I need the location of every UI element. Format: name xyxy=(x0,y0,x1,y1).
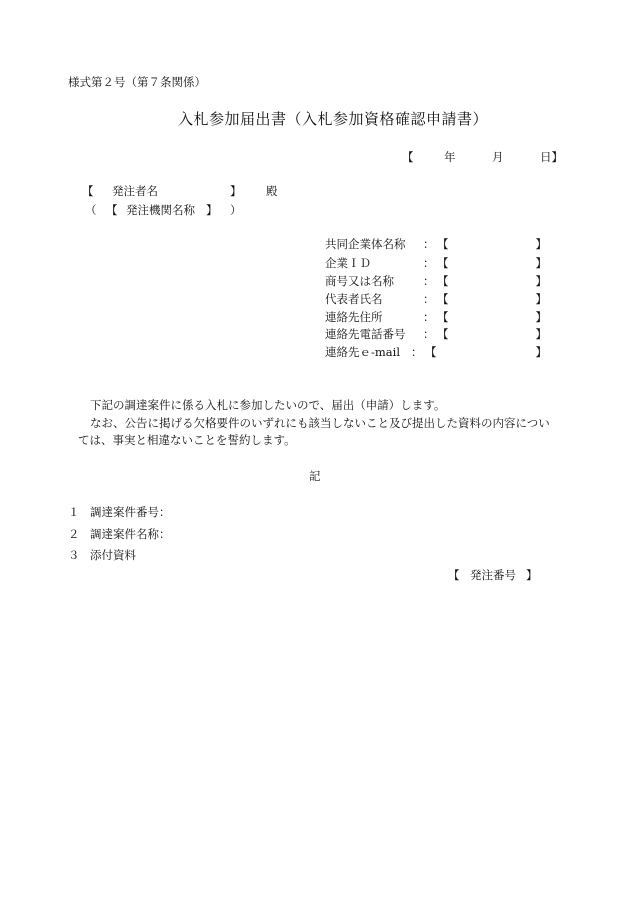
field-close-bracket: 】 xyxy=(535,237,547,251)
date-open-bracket: 【 xyxy=(402,150,414,164)
field-close-bracket: 】 xyxy=(535,345,547,359)
ki-heading: 記 xyxy=(309,469,321,483)
field-close-bracket: 】 xyxy=(535,310,547,324)
addressee-open-bracket: 【 xyxy=(82,184,94,198)
applicant-row-trade-name xyxy=(325,274,550,288)
item-label: 調達案件名称： xyxy=(90,527,171,541)
field-close-bracket: 】 xyxy=(535,292,547,306)
orderer-name-placeholder: 発注者名 xyxy=(112,184,158,198)
field-open-bracket: 【 xyxy=(437,274,449,288)
colon: ： xyxy=(423,274,435,288)
addressee-close-bracket: 】 xyxy=(230,184,242,198)
applicant-row-phone xyxy=(325,327,550,341)
applicant-row-representative xyxy=(325,292,550,306)
order-number-label: 発注番号 xyxy=(470,568,516,582)
honorific: 殿 xyxy=(266,184,278,198)
field-open-bracket: 【 xyxy=(425,345,437,359)
declaration-line-3: ては、事実と相違ないことを誓約します。 xyxy=(78,433,296,447)
document-title: 入札参加届出書（入札参加資格確認申請書） xyxy=(178,110,489,128)
colon: ： xyxy=(411,345,423,359)
agency-close-bracket: 】 xyxy=(206,203,218,217)
applicant-label: 代表者氏名 xyxy=(325,292,383,306)
colon: ： xyxy=(423,237,435,251)
declaration-line-1: 下記の調達案件に係る入札に参加したいので、届出（申請）します。 xyxy=(90,398,446,412)
applicant-label: 連絡先電話番号 xyxy=(325,327,406,341)
field-open-bracket: 【 xyxy=(437,327,449,341)
agency-open-bracket: 【 xyxy=(106,203,118,217)
applicant-label: 連絡先住所 xyxy=(325,310,383,324)
applicant-row-email xyxy=(325,345,550,359)
field-open-bracket: 【 xyxy=(437,237,449,251)
colon: ： xyxy=(423,292,435,306)
order-number-close-bracket: 】 xyxy=(526,568,538,582)
item-label: 調達案件番号： xyxy=(90,505,171,519)
item-number: １ xyxy=(68,505,80,519)
item-label: 添付資料 xyxy=(90,548,136,562)
applicant-row-jv-name xyxy=(325,237,550,251)
date-month: 月 xyxy=(492,150,504,164)
agency-paren-close: ） xyxy=(230,203,242,217)
colon: ： xyxy=(423,256,435,270)
agency-name-placeholder: 発注機関名称 xyxy=(126,203,195,217)
applicant-label: 共同企業体名称 xyxy=(325,237,406,251)
field-open-bracket: 【 xyxy=(437,256,449,270)
field-open-bracket: 【 xyxy=(437,292,449,306)
field-close-bracket: 】 xyxy=(535,256,547,270)
item-number: ２ xyxy=(68,527,80,541)
date-year: 年 xyxy=(444,150,456,164)
colon: ： xyxy=(423,310,435,324)
applicant-label: 商号又は名称 xyxy=(325,274,394,288)
form-number: 様式第２号（第７条関係） xyxy=(68,75,206,89)
applicant-label: 企業ＩＤ xyxy=(325,256,371,270)
date-day: 日】 xyxy=(540,150,563,164)
agency-paren-open: （ xyxy=(85,203,97,217)
field-open-bracket: 【 xyxy=(437,310,449,324)
field-close-bracket: 】 xyxy=(535,327,547,341)
applicant-row-address xyxy=(325,310,550,324)
colon: ： xyxy=(423,327,435,341)
applicant-row-company-id xyxy=(325,256,550,270)
item-number: ３ xyxy=(68,548,80,562)
order-number-open-bracket: 【 xyxy=(448,568,460,582)
declaration-line-2: なお、公告に掲げる欠格要件のいずれにも該当しないこと及び提出した資料の内容につい xyxy=(90,416,550,430)
applicant-label: 連絡先ｅ-mail xyxy=(325,345,401,359)
field-close-bracket: 】 xyxy=(535,274,547,288)
